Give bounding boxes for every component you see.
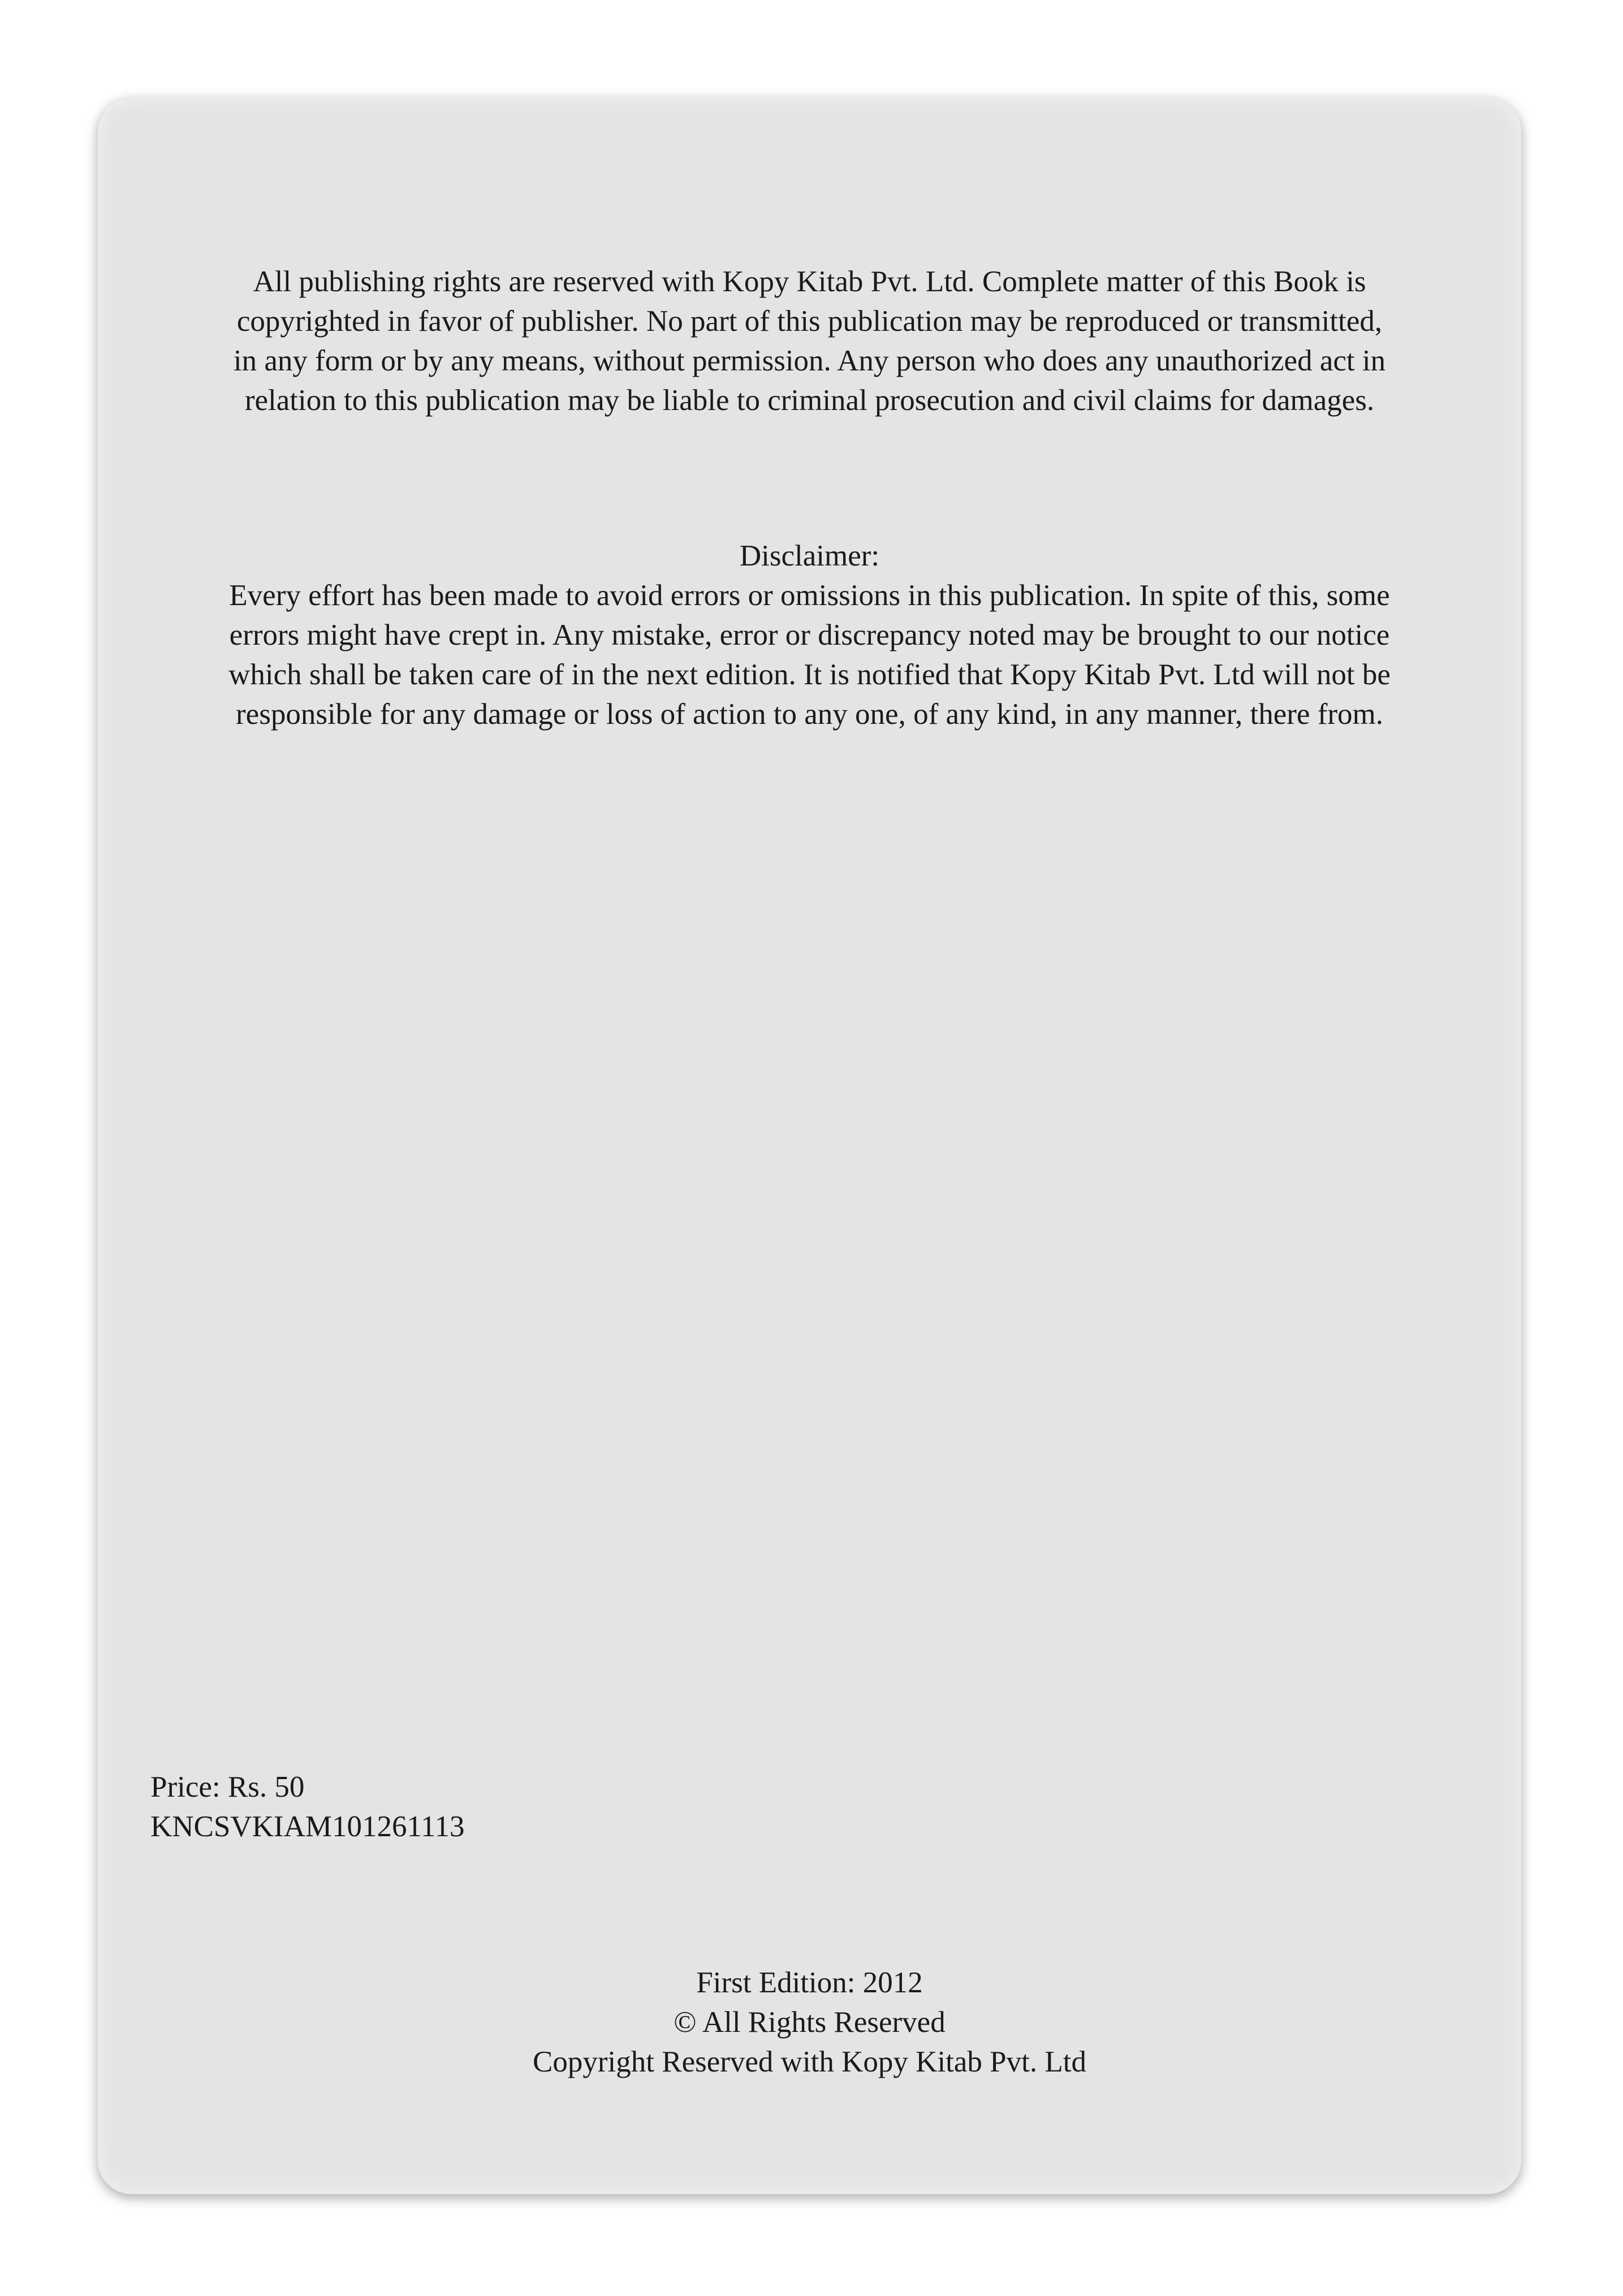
rights-line: All publishing rights are reserved with Kopy Kitab Pvt. Ltd. Complete matter of this Book is [253, 265, 1366, 298]
rights-line: relation to this publication may be liable to criminal prosecution and civil claims for damages. [244, 384, 1375, 417]
product-code: KNCSVKIAM101261113 [150, 1810, 465, 1843]
rights-line: copyrighted in favor of publisher. No part of this publication may be reproduced or transmitted, [236, 305, 1383, 338]
page-card [98, 98, 1521, 2194]
all-rights: © All Rights Reserved [674, 2006, 946, 2039]
rights-line: in any form or by any means, without permission. Any person who does any unauthorized act in [233, 344, 1386, 377]
disclaimer-line: which shall be taken care of in the next edition. It is notified that Kopy Kitab Pvt. Ltd will not be [228, 658, 1391, 691]
disclaimer-heading: Disclaimer: [739, 540, 880, 572]
price: Price: Rs. 50 [150, 1771, 305, 1803]
disclaimer-line: Every effort has been made to avoid errors or omissions in this publication. In spite of this, some [229, 579, 1390, 612]
disclaimer [98, 536, 1521, 734]
disclaimer-line: errors might have crept in. Any mistake, error or discrepancy noted may be brought to our notice [229, 619, 1390, 651]
edition-footer [98, 1963, 1521, 2082]
edition: First Edition: 2012 [696, 1966, 923, 1999]
disclaimer-line: responsible for any damage or loss of action to any one, of any kind, in any manner, there from. [236, 698, 1383, 731]
copyright: Copyright Reserved with Kopy Kitab Pvt. Ltd [533, 2045, 1086, 2078]
rights-notice [98, 262, 1521, 420]
